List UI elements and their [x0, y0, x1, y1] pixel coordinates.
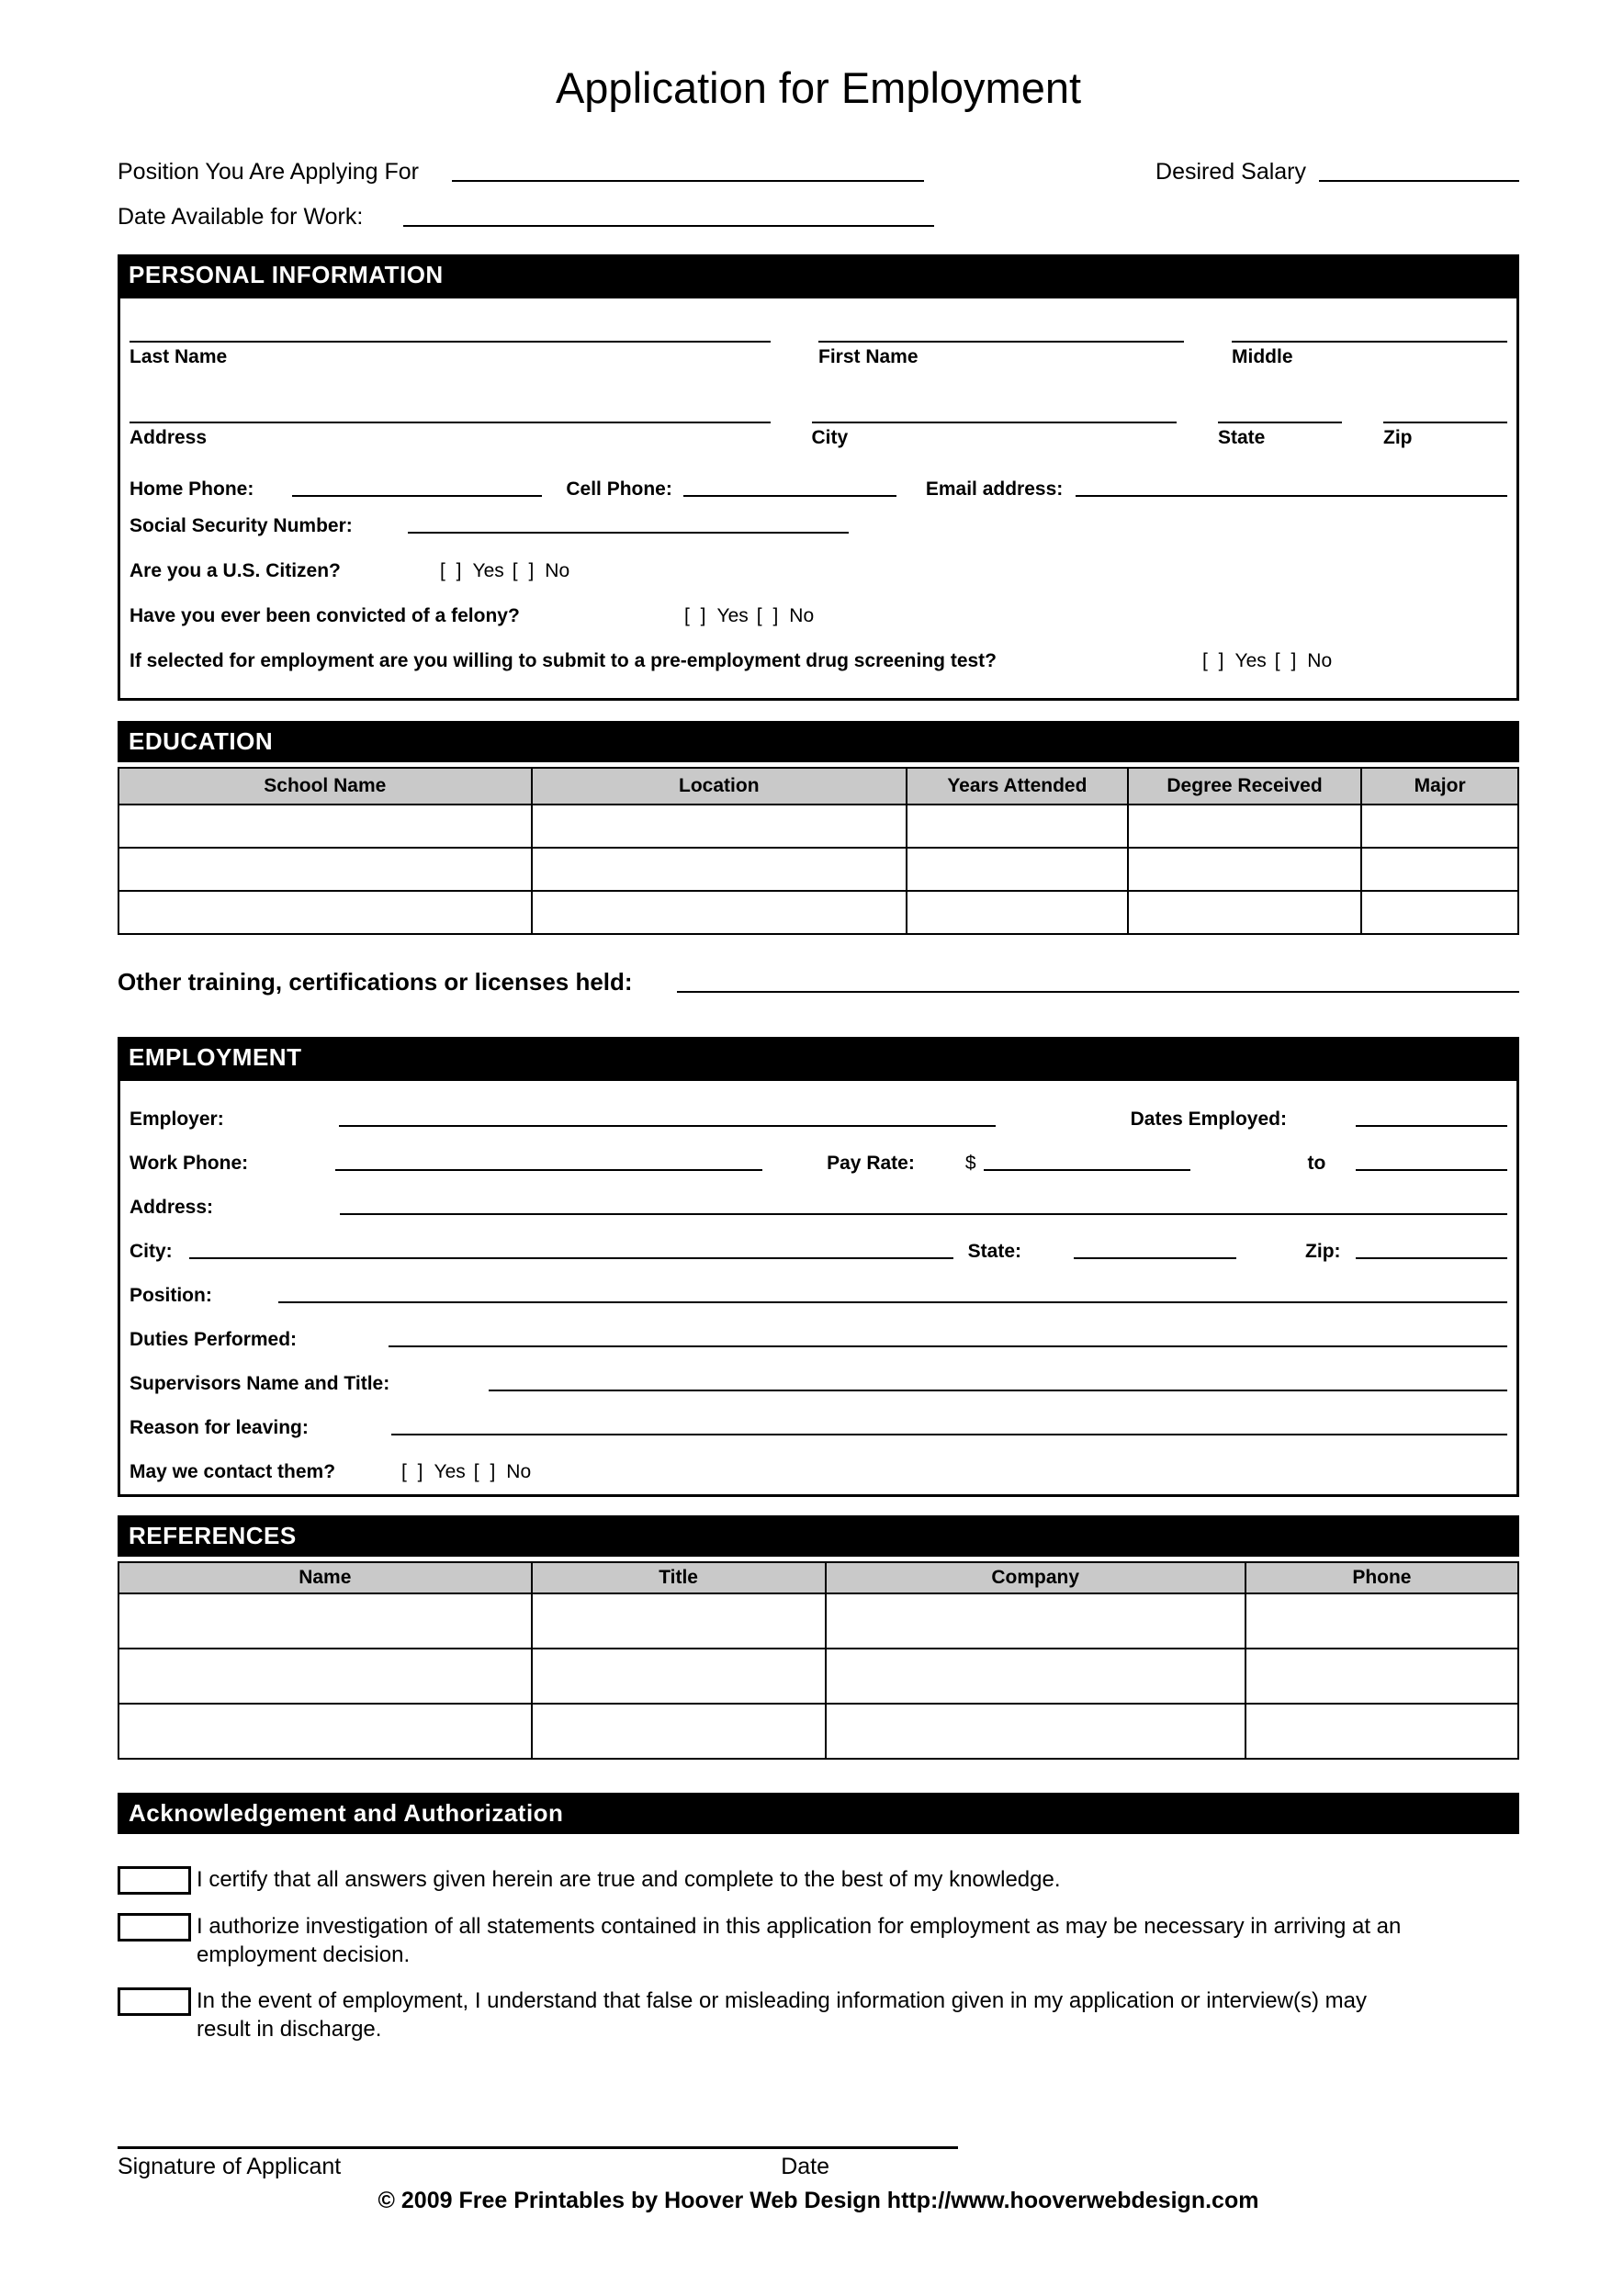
references-header-row [118, 1562, 1518, 1593]
reference-cell[interactable] [532, 1649, 826, 1704]
position-label: Position: [130, 1285, 212, 1306]
education-cell[interactable] [118, 805, 532, 848]
employer-zip-label: Zip: [1305, 1241, 1341, 1262]
education-cell[interactable] [1361, 805, 1518, 848]
email-label: Email address: [925, 478, 1064, 500]
references-row [118, 1649, 1518, 1704]
felony-no-checkbox[interactable]: [ ] [756, 605, 782, 626]
copyright-text: © 2009 Free Printables by Hoover Web Design http://www.hooverwebdesign.com [378, 2188, 1259, 2213]
pay-rate-line[interactable] [984, 1169, 1190, 1171]
last-name-label: Last Name [130, 346, 228, 367]
cell-phone-label: Cell Phone: [566, 478, 672, 500]
city-label: City [811, 427, 849, 448]
ssn-label: Social Security Number: [130, 515, 353, 536]
work-phone-row [130, 1131, 1507, 1175]
middle-name-field[interactable] [1232, 306, 1507, 370]
education-cell[interactable] [1128, 805, 1362, 848]
citizen-yes-label: Yes [472, 560, 504, 581]
personal-info-header-bar: PERSONAL INFORMATION [118, 254, 1519, 296]
felony-yes-no-group [684, 605, 814, 627]
education-col-location: Location [532, 768, 907, 805]
state-line[interactable] [1218, 387, 1342, 423]
employer-state-line[interactable] [1074, 1257, 1236, 1259]
email-line[interactable] [1076, 495, 1507, 497]
date-available-label: Date Available for Work: [118, 204, 364, 230]
personal-info-section [118, 296, 1519, 701]
address-fields-row [130, 387, 1507, 451]
certify-text: I certify that all answers given herein are true and complete to the best of my knowledge. [197, 1867, 1061, 1892]
other-training-row [118, 968, 1519, 996]
zip-label: Zip [1383, 427, 1413, 448]
certify-checkbox[interactable] [118, 1866, 191, 1895]
education-col-years: Years Attended [907, 768, 1128, 805]
reference-cell[interactable] [1245, 1704, 1518, 1759]
education-cell[interactable] [118, 891, 532, 934]
home-phone-label: Home Phone: [130, 478, 254, 500]
felony-question-label: Have you ever been convicted of a felony? [130, 605, 520, 626]
education-row [118, 805, 1518, 848]
employment-section [118, 1078, 1519, 1497]
duties-line[interactable] [389, 1345, 1507, 1347]
drug-yes-checkbox[interactable]: [ ] [1202, 650, 1227, 671]
state-label: State [1218, 427, 1266, 448]
contact-yes-no-group [401, 1461, 531, 1483]
city-field[interactable] [812, 387, 1178, 451]
citizen-question-label: Are you a U.S. Citizen? [130, 560, 341, 581]
education-cell[interactable] [907, 805, 1128, 848]
drug-test-question-row [130, 627, 1507, 672]
dates-employed-label: Dates Employed: [1130, 1109, 1287, 1130]
contact-question-row [130, 1439, 1507, 1483]
discharge-text: In the event of employment, I understand that false or misleading information given in my application or interview(s) may result in discharge. [197, 1988, 1367, 2042]
duties-label: Duties Performed: [130, 1329, 298, 1350]
cell-phone-line[interactable] [683, 495, 896, 497]
education-table [118, 767, 1519, 935]
employer-city-line[interactable] [189, 1257, 953, 1259]
citizen-yes-checkbox[interactable]: [ ] [440, 560, 465, 581]
contact-yes-label: Yes [434, 1461, 466, 1482]
employer-city-label: City: [130, 1241, 173, 1262]
reason-leaving-row [130, 1395, 1507, 1439]
employer-address-line[interactable] [340, 1213, 1507, 1215]
other-training-line[interactable] [677, 991, 1519, 993]
felony-question-row [130, 582, 1507, 627]
city-line[interactable] [812, 387, 1178, 423]
references-col-company: Company [826, 1562, 1245, 1593]
education-header-row [118, 768, 1518, 805]
education-cell[interactable] [1128, 848, 1362, 891]
duties-row [130, 1307, 1507, 1351]
references-row [118, 1593, 1518, 1649]
reference-cell[interactable] [826, 1649, 1245, 1704]
contact-question-label: May we contact them? [130, 1461, 336, 1482]
education-cell[interactable] [1128, 891, 1362, 934]
position-line[interactable] [278, 1301, 1507, 1303]
reference-cell[interactable] [826, 1593, 1245, 1649]
contact-yes-checkbox[interactable]: [ ] [401, 1461, 426, 1482]
citizen-no-checkbox[interactable]: [ ] [512, 560, 537, 581]
work-phone-line[interactable] [335, 1169, 762, 1171]
ssn-line[interactable] [408, 532, 849, 534]
felony-yes-label: Yes [716, 605, 749, 626]
reference-cell[interactable] [118, 1649, 532, 1704]
references-table [118, 1561, 1519, 1760]
zip-line[interactable] [1383, 387, 1507, 423]
pay-rate-label: Pay Rate: [827, 1153, 915, 1174]
position-salary-row [118, 159, 1519, 186]
education-row [118, 891, 1518, 934]
signature-date-label: Date [781, 2154, 829, 2179]
home-phone-line[interactable] [292, 495, 542, 497]
reference-cell[interactable] [1245, 1593, 1518, 1649]
zip-field[interactable] [1383, 387, 1507, 451]
references-header-bar: REFERENCES [118, 1515, 1519, 1557]
middle-name-label: Middle [1232, 346, 1293, 367]
employer-address-label: Address: [130, 1197, 214, 1218]
signature-area [118, 2146, 1519, 2214]
contact-no-checkbox[interactable]: [ ] [473, 1461, 499, 1482]
address-field[interactable] [130, 387, 771, 451]
last-name-line[interactable] [130, 306, 771, 343]
ack-item-authorize [118, 1912, 1519, 1969]
address-line[interactable] [130, 387, 771, 423]
employer-state-label: State: [967, 1241, 1022, 1262]
education-col-school: School Name [118, 768, 532, 805]
ssn-row [130, 501, 1507, 537]
reason-leaving-label: Reason for leaving: [130, 1417, 309, 1438]
reference-cell[interactable] [532, 1704, 826, 1759]
education-col-major: Major [1361, 768, 1518, 805]
signature-labels-row [118, 2149, 958, 2180]
education-cell[interactable] [1361, 848, 1518, 891]
references-col-title: Title [532, 1562, 826, 1593]
education-cell[interactable] [532, 891, 907, 934]
position-row [130, 1263, 1507, 1307]
drug-yes-label: Yes [1234, 650, 1267, 671]
supervisor-line[interactable] [489, 1390, 1507, 1391]
education-header-bar: EDUCATION [118, 721, 1519, 762]
employer-zip-line[interactable] [1356, 1257, 1507, 1259]
desired-salary-label: Desired Salary [1155, 159, 1306, 185]
supervisor-row [130, 1351, 1507, 1395]
last-name-field[interactable] [130, 306, 771, 370]
ack-item-discharge [118, 1986, 1519, 2043]
education-col-degree: Degree Received [1128, 768, 1362, 805]
first-name-field[interactable] [818, 306, 1184, 370]
reference-cell[interactable] [1245, 1649, 1518, 1704]
supervisor-label: Supervisors Name and Title: [130, 1373, 390, 1394]
ack-item-certify [118, 1865, 1519, 1895]
education-cell[interactable] [532, 848, 907, 891]
drug-no-checkbox[interactable]: [ ] [1274, 650, 1300, 671]
employer-row [130, 1086, 1507, 1131]
position-applying-label: Position You Are Applying For [118, 159, 420, 185]
citizen-yes-no-group [440, 560, 569, 582]
references-row [118, 1704, 1518, 1759]
signature-label: Signature of Applicant [118, 2154, 342, 2179]
contact-no-label: No [506, 1461, 532, 1482]
reference-cell[interactable] [118, 1704, 532, 1759]
education-cell[interactable] [118, 848, 532, 891]
education-row [118, 848, 1518, 891]
authorize-text: I authorize investigation of all statements contained in this application for employment as may be necessary in arriving at an employment decision. [197, 1914, 1402, 1967]
education-cell[interactable] [907, 891, 1128, 934]
date-available-row [118, 204, 1519, 231]
state-field[interactable] [1218, 387, 1342, 451]
authorize-checkbox[interactable] [118, 1913, 191, 1941]
date-available-line[interactable] [403, 225, 934, 227]
employer-line[interactable] [339, 1125, 996, 1127]
first-name-label: First Name [818, 346, 919, 367]
discharge-checkbox[interactable] [118, 1987, 191, 2016]
middle-name-line[interactable] [1232, 306, 1507, 343]
drug-no-label: No [1307, 650, 1333, 671]
employer-label: Employer: [130, 1109, 224, 1130]
education-cell[interactable] [532, 805, 907, 848]
reference-cell[interactable] [118, 1593, 532, 1649]
citizen-no-label: No [545, 560, 570, 581]
work-phone-label: Work Phone: [130, 1153, 249, 1174]
pay-to-label: to [1307, 1153, 1326, 1174]
felony-yes-checkbox[interactable]: [ ] [684, 605, 709, 626]
salary-input-line[interactable] [1319, 180, 1519, 182]
employment-header-bar: EMPLOYMENT [118, 1037, 1519, 1078]
reason-leaving-line[interactable] [391, 1434, 1507, 1435]
first-name-line[interactable] [818, 306, 1184, 343]
references-col-phone: Phone [1245, 1562, 1518, 1593]
address-label: Address [130, 427, 208, 448]
other-training-label: Other training, certifications or licenses held: [118, 968, 633, 996]
references-col-name: Name [118, 1562, 532, 1593]
dollar-sign: $ [964, 1153, 976, 1174]
pay-rate-to-line[interactable] [1356, 1169, 1507, 1171]
employer-city-row [130, 1219, 1507, 1263]
drug-test-question-label: If selected for employment are you willing to submit to a pre-employment drug screening test? [130, 650, 997, 671]
felony-no-label: No [789, 605, 815, 626]
citizen-question-row [130, 537, 1507, 582]
education-cell[interactable] [907, 848, 1128, 891]
education-cell[interactable] [1361, 891, 1518, 934]
position-input-line[interactable] [452, 180, 924, 182]
reference-cell[interactable] [532, 1593, 826, 1649]
name-fields-row [130, 306, 1507, 370]
acknowledgement-header-bar: Acknowledgement and Authorization [118, 1793, 1519, 1834]
employer-address-row [130, 1175, 1507, 1219]
dates-employed-line[interactable] [1356, 1125, 1507, 1127]
reference-cell[interactable] [826, 1704, 1245, 1759]
form-title: Application for Employment [555, 63, 1082, 112]
phones-email-row [130, 460, 1507, 501]
drug-yes-no-group [1202, 650, 1332, 672]
